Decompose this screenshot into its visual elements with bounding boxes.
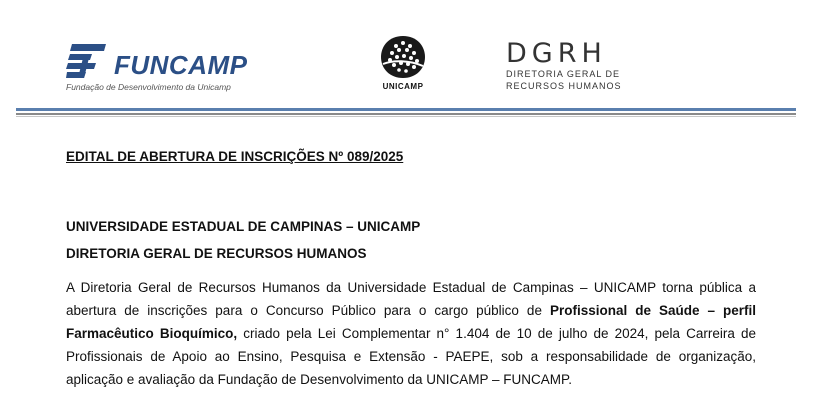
unicamp-logo bbox=[372, 34, 434, 94]
paragraph-line-1: A Diretoria Geral de Recursos Humanos da Universidade Estadual de Campinas – UNICAMP torna pública a bbox=[66, 280, 756, 295]
dgrh-line2: RECURSOS HUMANOS bbox=[506, 81, 622, 91]
unicamp-wordmark: UNICAMP bbox=[382, 82, 424, 91]
department-heading: DIRETORIA GERAL DE RECURSOS HUMANOS bbox=[66, 246, 367, 261]
opening-paragraph bbox=[66, 276, 756, 391]
funcamp-logo bbox=[66, 44, 256, 94]
header-divider-secondary bbox=[16, 113, 796, 115]
funcamp-wordmark: FUNCAMP bbox=[114, 50, 248, 80]
funcamp-emblem-icon bbox=[66, 44, 106, 78]
job-title-part-2: Farmacêutico Bioquímico, bbox=[66, 326, 238, 341]
job-title-part-1: Profissional de Saúde – perfil bbox=[549, 303, 756, 318]
paragraph-line-4: Profissionais de Apoio ao Ensino, Pesquisa e Extensão - PAEPE, sob a responsabilidade de organização, bbox=[66, 349, 756, 364]
paragraph-line-5: aplicação e avaliação da Fundação de Desenvolvimento da UNICAMP – FUNCAMP. bbox=[66, 372, 573, 387]
funcamp-subtitle: Fundação de Desenvolvimento da Unicamp bbox=[66, 82, 231, 92]
paragraph-line-2 bbox=[66, 299, 756, 322]
paragraph-line-2-text: abertura de inscrições para o Concurso Público para o cargo público de bbox=[66, 303, 550, 318]
dgrh-logo bbox=[506, 40, 636, 96]
letterhead bbox=[0, 0, 814, 120]
header-divider-tertiary bbox=[16, 116, 796, 117]
header-divider-primary bbox=[16, 108, 796, 111]
dgrh-line1: DIRETORIA GERAL DE bbox=[506, 69, 621, 79]
university-heading: UNIVERSIDADE ESTADUAL DE CAMPINAS – UNICAMP bbox=[66, 219, 421, 234]
unicamp-emblem-icon bbox=[379, 34, 427, 80]
dgrh-wordmark: DGRH bbox=[506, 38, 607, 69]
paragraph-line-3 bbox=[66, 322, 756, 345]
document-title: EDITAL DE ABERTURA DE INSCRIÇÕES Nº 089/2025 bbox=[66, 149, 404, 164]
paragraph-line-3-text: criado pela Lei Complementar n° 1.404 de 10 de julho de 2024, pela Carreira de bbox=[237, 326, 756, 341]
